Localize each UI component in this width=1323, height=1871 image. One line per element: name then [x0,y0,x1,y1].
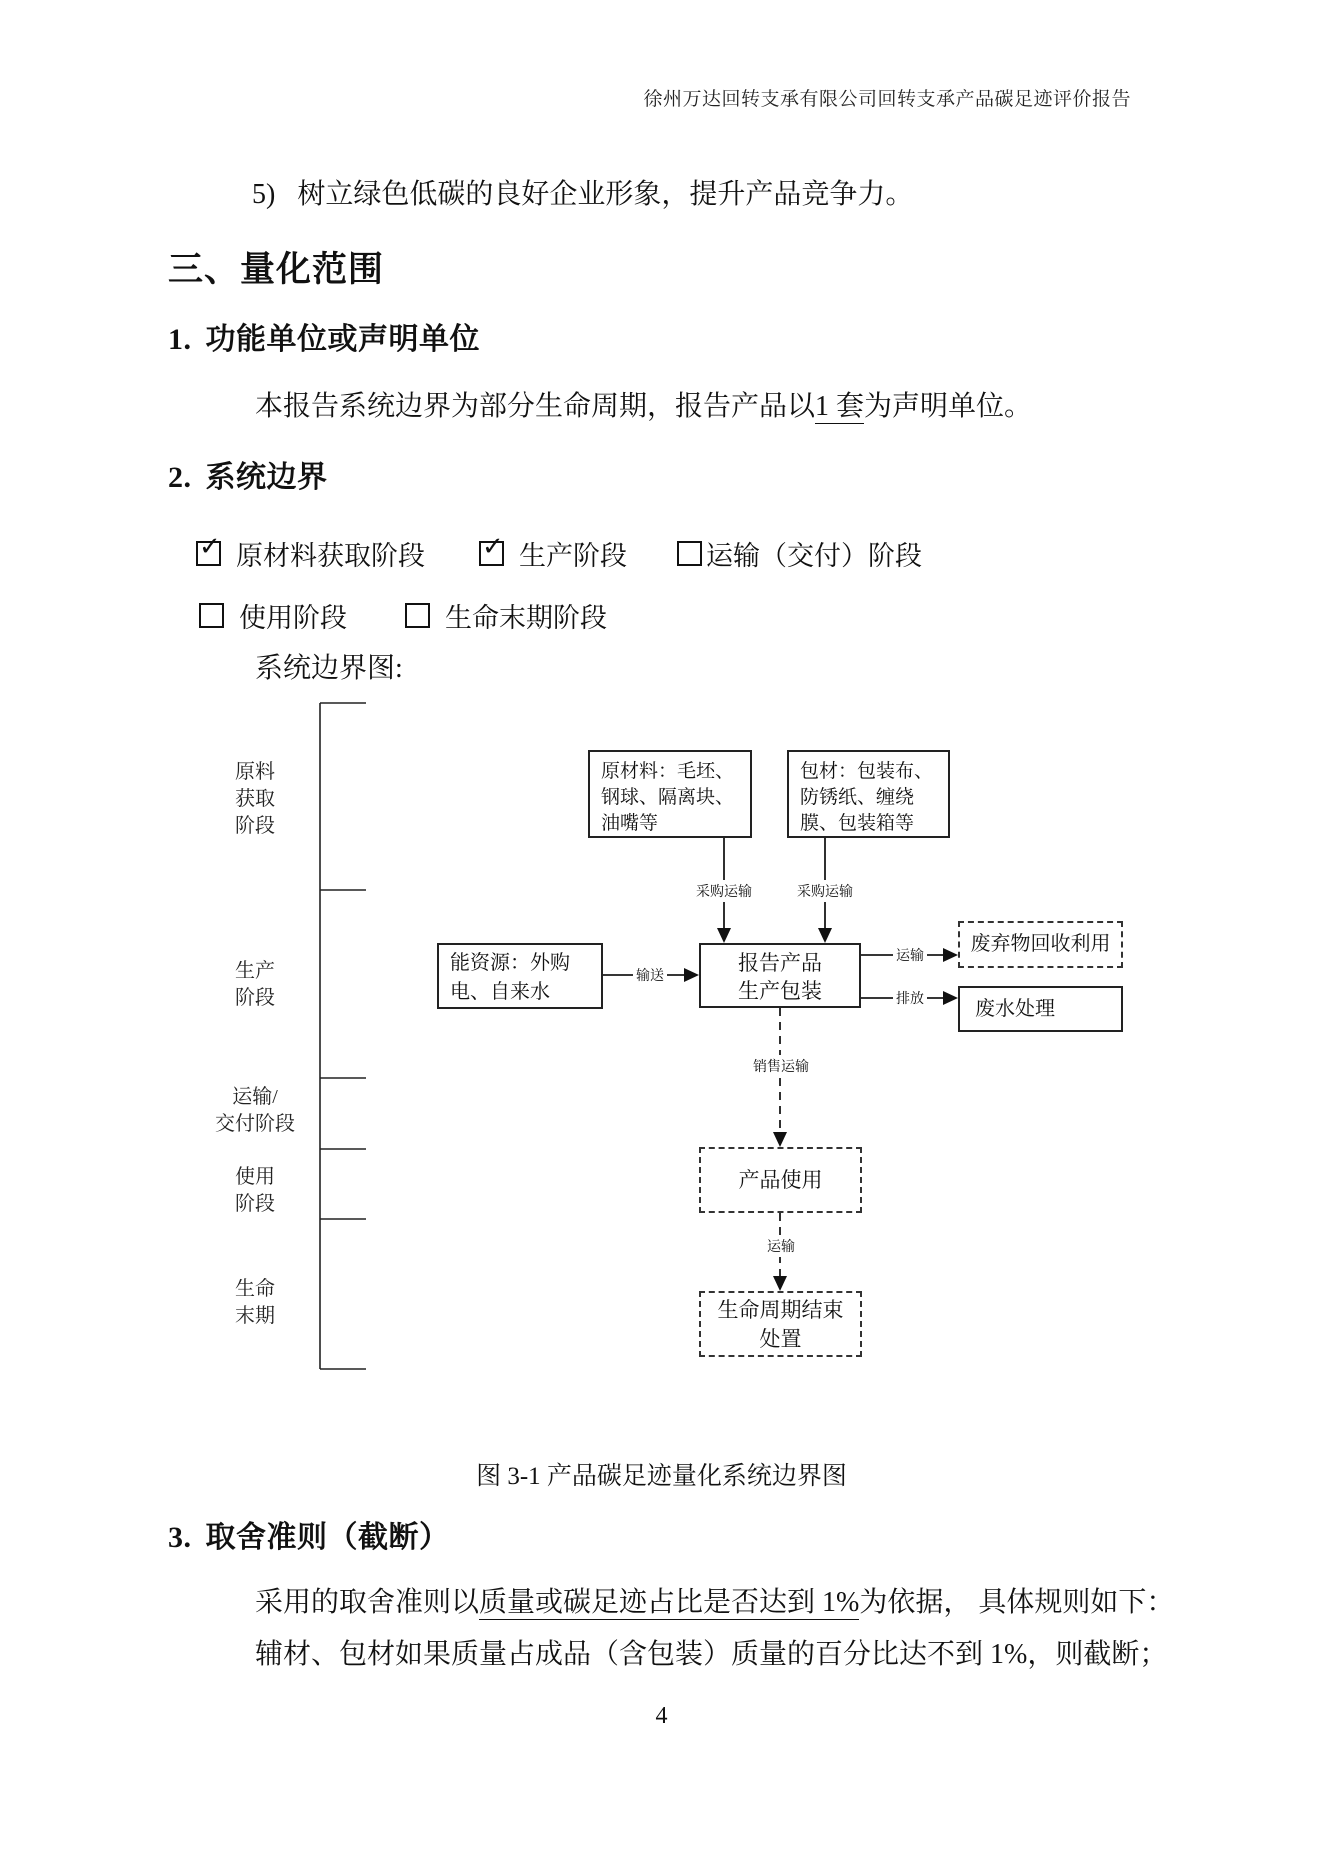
arrow-label-purchase-transport-2: 采购运输 [794,880,856,902]
checkbox-label: 使用阶段 [239,603,347,633]
arrow-label-sales-transport: 销售运输 [750,1055,812,1077]
diagram-box-report-product: 报告产品 生产包装 [699,943,861,1008]
checkbox-production-stage [479,534,627,573]
page-number: 4 [655,1703,668,1729]
diagram-box-waste-recycling: 废弃物回收利用 [958,921,1123,968]
diagram-box-raw-materials: 原材料：毛坯、 钢球、隔离块、 油嘴等 [588,750,752,838]
paragraph-cutoff-line-2: 辅材、包材如果质量占成品（含包装）质量的百分比达不到 1%，则截断； [255,1639,1168,1670]
paragraph-functional-unit [255,390,1032,424]
checkbox-end-of-life-stage [405,596,607,635]
list-item-5-text: 树立绿色低碳的良好企业形象，提升产品竞争力。 [297,179,914,210]
checkbox-checked-icon: ✓ [479,541,504,566]
system-boundary-lead-in: 系统边界图: [255,653,403,684]
checkbox-label: 运输（交付）阶段 [706,541,922,571]
section-heading-1 [168,314,480,358]
functional-unit-text-post: 为声明单位。 [864,391,1033,422]
figure-caption: 图 3-1 产品碳足迹量化系统边界图 [476,1463,847,1490]
functional-unit-text-pre: 本报告系统边界为部分生命周期，报告产品以 [255,391,816,422]
arrow-label-convey: 输送 [633,964,667,986]
stage-label-production: 生产 阶段 [235,960,275,1009]
functional-unit-underlined: 1 套 [815,391,865,422]
stage-label-end-of-life: 生命 末期 [235,1278,275,1327]
checkbox-raw-material-stage [196,534,425,573]
report-header: 徐州万达回转支承有限公司回转支承产品碳足迹评价报告 [643,89,1131,110]
section-2-number: 2. [168,461,192,494]
checkbox-label: 生产阶段 [519,541,627,571]
stage-label-use: 使用 阶段 [235,1166,275,1215]
section-1-number: 1. [168,323,192,356]
diagram-box-end-of-life-disposal: 生命周期结束 处置 [699,1291,862,1357]
checkbox-label: 原材料获取阶段 [236,541,425,571]
stage-checkbox-row-1 [196,534,922,573]
checkbox-label: 生命末期阶段 [445,603,607,633]
paragraph-cutoff-line-1 [255,1586,1174,1620]
list-item-5-number: 5) [252,179,276,210]
cutoff-text-pre: 采用的取舍准则以 [255,1587,480,1618]
checkbox-unchecked-icon [677,541,702,566]
diagram-box-product-use: 产品使用 [699,1147,862,1213]
cutoff-underlined: 质量或碳足迹占比是否达到 1% [479,1587,860,1618]
arrow-label-purchase-transport-1: 采购运输 [693,880,755,902]
diagram-box-energy-resources: 能资源：外购 电、自来水 [437,943,603,1009]
arrow-label-transport-to-eol: 运输 [764,1235,798,1257]
section-2-title: 系统边界 [205,461,328,494]
section-3-number: 3. [168,1521,192,1554]
arrow-label-transport-to-recycling: 运输 [893,944,927,966]
stage-checkbox-row-2 [199,596,607,635]
cutoff-text-post: 为依据， 具体规则如下： [859,1587,1175,1618]
section-heading-2 [168,452,328,496]
list-item-5 [252,172,913,212]
checkbox-unchecked-icon [405,603,430,628]
section-heading-3 [168,1512,450,1556]
stage-label-transport-delivery: 运输/ 交付阶段 [215,1086,295,1135]
checkbox-use-stage [199,596,347,635]
diagram-box-packaging-materials: 包材：包装布、 防锈纸、缠绕 膜、包装箱等 [787,750,950,838]
system-boundary-diagram [0,690,1323,1382]
section-3-title: 取舍准则（截断） [205,1521,450,1554]
checkbox-unchecked-icon [199,603,224,628]
checkbox-transport-stage [677,534,922,573]
section-1-title: 功能单位或声明单位 [205,323,480,356]
checkbox-checked-icon: ✓ [196,541,221,566]
stage-label-raw-material-acquisition: 原料 获取 阶段 [235,761,275,837]
stage-bracket [320,703,366,1369]
chapter-heading: 三、量化范围 [168,250,385,289]
diagram-box-wastewater-treatment: 废水处理 [958,986,1123,1032]
arrow-label-discharge: 排放 [893,987,927,1009]
